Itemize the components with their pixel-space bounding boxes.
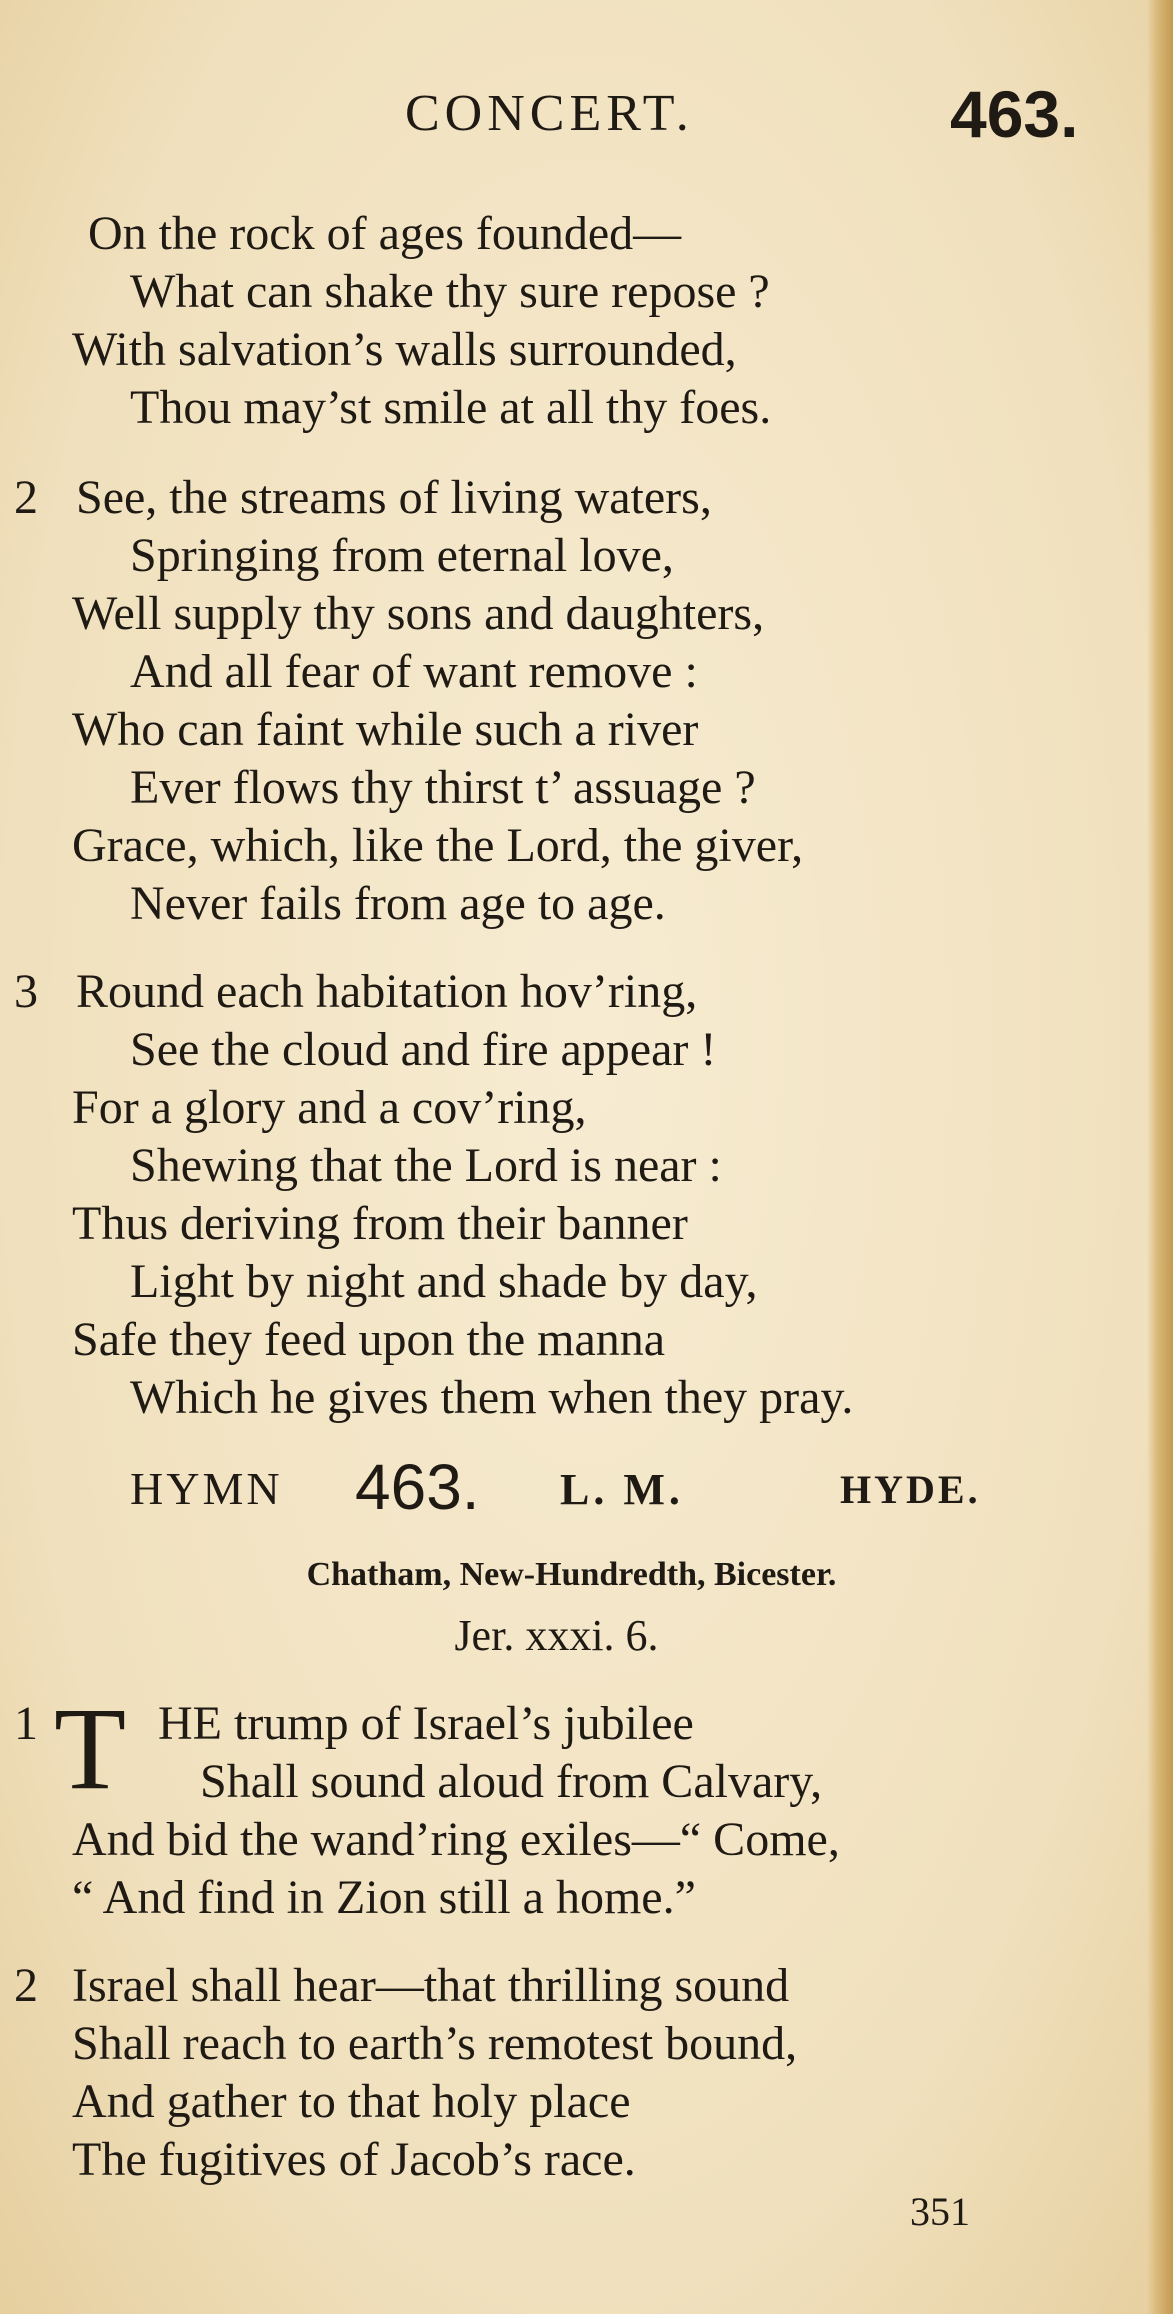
verse-line: Springing from eternal love,: [130, 529, 674, 582]
page-edge: [1147, 0, 1173, 2314]
verse-line: Shewing that the Lord is near :: [130, 1139, 722, 1192]
verse-line: See the cloud and fire appear !: [130, 1023, 717, 1076]
hymn-label: HYMN: [130, 1463, 283, 1514]
verse-line: With salvation’s walls surrounded,: [72, 323, 737, 376]
verse-line: Ever flows thy thirst t’ assuage ?: [130, 761, 756, 814]
verse-line: Well supply thy sons and daughters,: [72, 587, 765, 640]
verse-line: Thou may’st smile at all thy foes.: [130, 381, 772, 434]
verse-line: Which he gives them when they pray.: [130, 1371, 854, 1424]
verse-line: HE trump of Israel’s jubilee: [158, 1697, 694, 1750]
verse-line: For a glory and a cov’ring,: [72, 1081, 587, 1134]
hymn-number: 463.: [355, 1451, 480, 1523]
verse-line: And gather to that holy place: [72, 2075, 631, 2128]
hymn-author: HYDE.: [840, 1467, 981, 1512]
verse-line: And bid the wand’ring exiles—“ Come,: [72, 1813, 840, 1866]
verse-line: On the rock of ages founded—: [88, 207, 682, 260]
running-title: CONCERT.: [405, 85, 694, 142]
verse-line: Israel shall hear—that thrilling sound: [72, 1959, 790, 2012]
verse-line: Safe they feed upon the manna: [72, 1313, 666, 1366]
verse-line: Shall reach to earth’s remotest bound,: [72, 2017, 798, 2070]
verse-line: See, the streams of living waters,: [76, 471, 712, 524]
verse-line: Who can faint while such a river: [72, 703, 699, 756]
verse-line: What can shake thy sure repose ?: [130, 265, 770, 318]
tune-list: Chatham, New-Hundredth, Bicester.: [306, 1556, 837, 1593]
page-number: 351: [910, 2189, 970, 2234]
header-hymn-number: 463.: [950, 77, 1079, 151]
verse-line: Light by night and shade by day,: [130, 1255, 758, 1308]
scripture-reference: Jer. xxxi. 6.: [454, 1611, 659, 1660]
stanza-number: 3: [14, 965, 38, 1018]
drop-cap: T: [54, 1683, 127, 1814]
verse-line: The fugitives of Jacob’s race.: [72, 2133, 636, 2186]
verse-line: Never fails from age to age.: [130, 877, 666, 930]
verse-line: And all fear of want remove :: [130, 645, 698, 698]
stanza-number: 2: [14, 471, 38, 524]
verse-line: Grace, which, like the Lord, the giver,: [72, 819, 804, 872]
hymn-meter: L. M.: [560, 1465, 684, 1514]
page-header: [0, 77, 1173, 151]
verse-line: “ And find in Zion still a home.”: [72, 1871, 696, 1924]
verse-line: Shall sound aloud from Calvary,: [200, 1755, 823, 1808]
stanza-number: 1: [14, 1697, 38, 1750]
verse-line: Round each habitation hov’ring,: [76, 965, 698, 1018]
verse-line: Thus deriving from their banner: [72, 1197, 688, 1250]
stanza-number: 2: [14, 1959, 38, 2012]
hymn-heading: [130, 1450, 1080, 1523]
